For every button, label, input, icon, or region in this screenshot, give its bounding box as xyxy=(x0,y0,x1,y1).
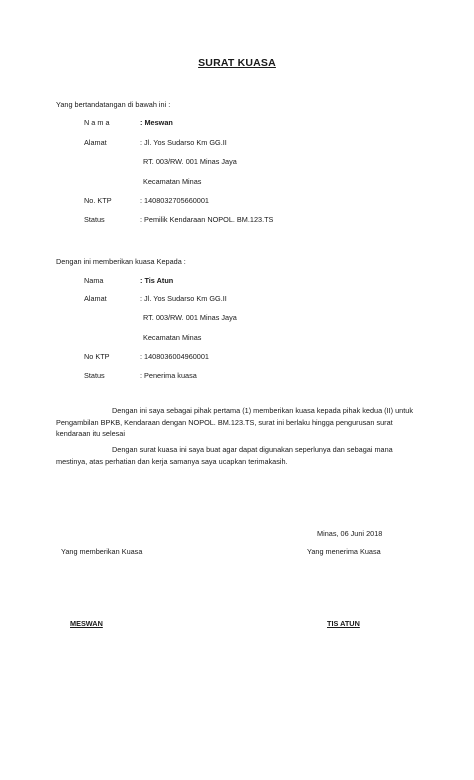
grantee-name-value: : Tis Atun xyxy=(140,276,174,285)
grantor-name-label: N a m a xyxy=(84,118,110,127)
signature-left-label: Yang memberikan Kuasa xyxy=(61,547,143,556)
grantee-ktp-label: No KTP xyxy=(84,352,110,361)
grantor-ktp-label: No. KTP xyxy=(84,196,112,205)
grantor-address-line2: RT. 003/RW. 001 Minas Jaya xyxy=(143,157,237,166)
grantor-name-value: : Meswan xyxy=(140,118,173,127)
intro-text: Yang bertandatangan di bawah ini : xyxy=(56,100,171,109)
grantee-address-label: Alamat xyxy=(84,294,107,303)
body-paragraph-2: Dengan surat kuasa ini saya buat agar dapat digunakan seperlunya dan sebagai mana mestinya, atas perhatian dan kerja samanya saya ucapkan terimakasih. xyxy=(56,445,393,466)
signature-right-name: TIS ATUN xyxy=(327,619,360,628)
grantee-name-label: Nama xyxy=(84,276,104,285)
body-paragraph-1: Dengan ini saya sebagai pihak pertama (1) memberikan kuasa kepada pihak kedua (II) untuk Pengambilan BPKB, Kendaraan dengan NOPOL. BM.123.TS, surat ini berlaku hingga pengurusan surat kendaraan itu selesai xyxy=(56,406,413,439)
grantee-status-value: : Penerima kuasa xyxy=(140,371,197,380)
grantee-ktp-value: : 1408036004960001 xyxy=(140,352,209,361)
signature-right-label: Yang menerima Kuasa xyxy=(307,547,381,556)
grantor-status-label: Status xyxy=(84,215,105,224)
grantee-address-line1: : Jl. Yos Sudarso Km GG.II xyxy=(140,294,227,303)
place-date: Minas, 06 Juni 2018 xyxy=(317,529,383,538)
grantee-address-line2: RT. 003/RW. 001 Minas Jaya xyxy=(143,313,237,322)
grantor-ktp-value: : 1408032705660001 xyxy=(140,196,209,205)
grantee-address-line3: Kecamatan Minas xyxy=(143,333,202,342)
document-title: SURAT KUASA xyxy=(198,57,276,69)
grantor-address-line3: Kecamatan Minas xyxy=(143,177,202,186)
grantor-address-line1: : Jl. Yos Sudarso Km GG.II xyxy=(140,138,227,147)
second-intro-text: Dengan ini memberikan kuasa Kepada : xyxy=(56,257,186,266)
signature-left-name: MESWAN xyxy=(70,619,103,628)
grantor-address-label: Alamat xyxy=(84,138,107,147)
grantee-status-label: Status xyxy=(84,371,105,380)
grantor-status-value: : Pemilik Kendaraan NOPOL. BM.123.TS xyxy=(140,215,274,224)
